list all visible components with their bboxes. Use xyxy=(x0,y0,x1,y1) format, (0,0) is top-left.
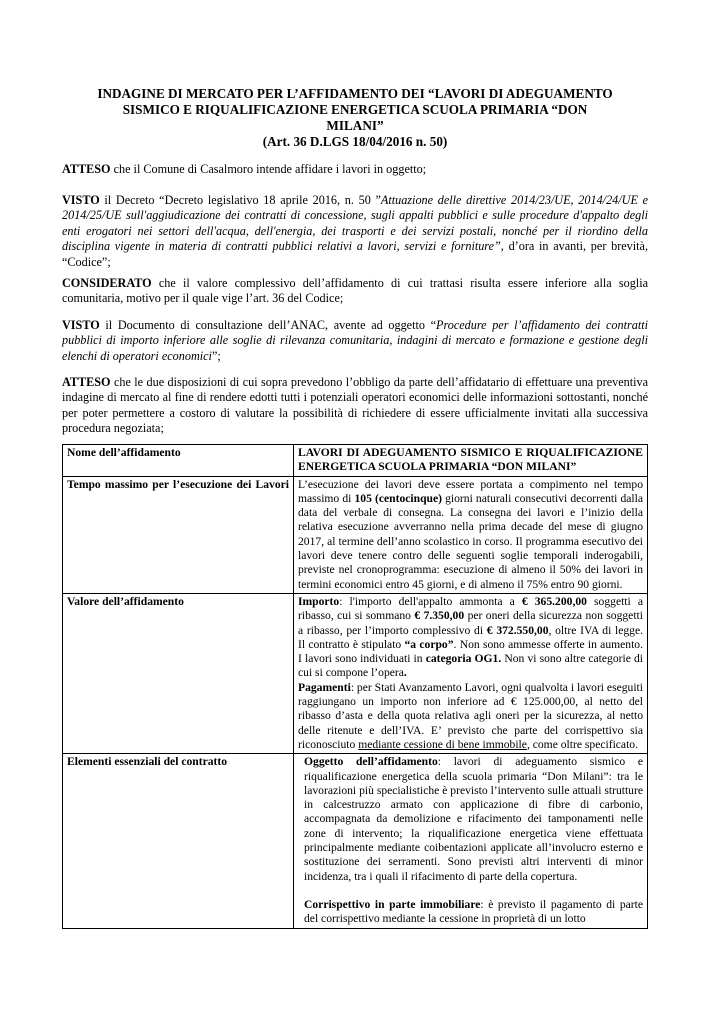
paragraph-lead: CONSIDERATO xyxy=(62,276,152,290)
document-title xyxy=(62,86,648,150)
paragraph-considerato xyxy=(62,276,648,307)
row-value: LAVORI DI ADEGUAMENTO SISMICO E RIQUALIFICAZIONE ENERGETICA SCUOLA PRIMARIA “DON MILANI” xyxy=(294,445,648,477)
title-subline: (Art. 36 D.LGS 18/04/2016 n. 50) xyxy=(262,134,448,149)
paragraph-italic: Attuazione delle direttive 2014/23/UE, 2014/24/UE e 2014/25/UE sull'aggiudicazione dei contratti di concessione, sugli appalti pubblici e sulle procedure d'appalto degli enti erogatori nei settori dell'acqua, dell'energia, dei trasporti e dei servizi postali, nonché per il riordino della disciplina vigente in materia di contratti pubblici relativi a lavori, servizi e forniture” xyxy=(62,193,648,254)
paragraph-visto-2 xyxy=(62,318,648,364)
value-bold: Pagamenti xyxy=(298,680,351,694)
value-bold: Importo xyxy=(298,594,340,608)
amount: € 372.550,00 xyxy=(486,623,549,637)
row-label: Elementi essenziali del contratto xyxy=(63,754,294,928)
value-text: giorni naturali consecutivi decorrenti dalla data del verbale di consegna. La consegna dei lavori e l’inizio della relativa esecuzione avverranno nella prima decade del mese di giugno 2017, al termine dell’anno scolastico in corso. Il programma esecutivo dei lavori deve tenere contro delle seguenti soglie temporali inderogabili, previste nel cronoprogramma: esecuzione di almeno il 50% dei lavori in termini economici entro 45 giorni, e di almeno il 75% entro 90 giorni. xyxy=(298,491,644,591)
paragraph-lead: ATTESO xyxy=(62,162,111,176)
row-label: Nome dell’affidamento xyxy=(63,445,294,477)
title-line: INDAGINE DI MERCATO PER L’AFFIDAMENTO DEI “LAVORI DI ADEGUAMENTO xyxy=(97,86,613,101)
value-text: : è previsto il pagamento di parte del corrispettivo mediante la cessione in proprietà di un lotto xyxy=(304,897,643,926)
value-bold: Corrispettivo in parte immobiliare xyxy=(304,897,481,911)
value-text: per oneri della sicurezza non soggetti a ribasso, per l’importo complessivo di xyxy=(298,609,643,637)
value-bold: . xyxy=(403,666,407,680)
table-row xyxy=(63,754,648,928)
paragraph-atteso-2 xyxy=(62,375,648,437)
value-underlined: mediante cessione di bene immobile xyxy=(358,737,527,751)
table-row xyxy=(63,593,648,753)
value-bold: “a corpo” xyxy=(404,637,454,651)
paragraph-text: il Decreto “Decreto legislativo 18 aprile 2016, n. 50 ” xyxy=(99,193,381,207)
table-row xyxy=(63,445,648,477)
table-row xyxy=(63,476,648,593)
value-bold: categoria OG1. xyxy=(425,652,502,666)
amount: € 7.350,00 xyxy=(414,609,465,623)
row-label: Valore dell’affidamento xyxy=(63,593,294,753)
value-text: Non vi sono altre categorie di cui si compone l’opera xyxy=(298,652,643,680)
value-text: : per Stati Avanzamento Lavori, ogni qualvolta i lavori eseguiti raggiungano un importo non inferiore ad € 125.000,00, al netto del ribasso d’asta e della quota relativa agli oneri per la sicurezza, al netto delle ritenute e dell’IVA. E’ previsto che parte del corrispettivo sia riconosciuto xyxy=(298,680,643,751)
value-text: : lavori di adeguamento sismico e riqualificazione energetica della scuola primaria “Don Milani”: tra le lavorazioni più specialistiche è previsto l’intervento sulle attuali strutture in calcestruzzo armato con applicazione di fibre di carbonio, accompagnata da demolizione e rifacimento dei tamponamenti nelle zone di intervento; la riqualificazione energetica viene effettuata principalmente mediante coibentazioni applicate all’involucro esterno e sostituzione dei serramenti. Sono previsti altri interventi di minor incidenza, tra i quali il rifacimento di parte della copertura. xyxy=(304,755,643,883)
paragraph-lead: VISTO xyxy=(62,318,100,332)
value-bold: 105 (centocinque) xyxy=(354,491,442,505)
value-text: L’esecuzione dei lavori deve essere portata a compimento nel tempo massimo di xyxy=(298,477,643,505)
paragraph-text: che il Comune di Casalmoro intende affidare i lavori in oggetto; xyxy=(110,162,427,176)
paragraph-text: che il valore complessivo dell’affidamento di cui trattasi risulta essere inferiore alla soglia comunitaria, motivo per il quale vige l’art. 36 del Codice; xyxy=(62,276,648,306)
paragraph-lead: ATTESO xyxy=(62,375,111,389)
paragraph-atteso-1 xyxy=(62,162,648,177)
paragraph-visto-1 xyxy=(62,193,648,270)
row-value xyxy=(294,593,648,753)
value-text: : l'importo dell'appalto ammonta a xyxy=(339,594,522,608)
paragraph-lead: VISTO xyxy=(62,193,100,207)
value-text: soggetti a ribasso, cui si sommano xyxy=(298,594,643,623)
info-table xyxy=(62,444,648,929)
value-text: . Non sono ammesse offerte in aumento. I lavori sono individuati in xyxy=(298,637,643,666)
value-text: , come oltre specificato. xyxy=(526,737,638,751)
row-label: Tempo massimo per l’esecuzione dei Lavori xyxy=(63,476,294,593)
value-bold: Oggetto dell’affidamento xyxy=(304,755,438,769)
amount: € 365.200,00 xyxy=(521,594,587,608)
title-line: SISMICO E RIQUALIFICAZIONE ENERGETICA SCUOLA PRIMARIA “DON xyxy=(122,102,588,117)
paragraph-text: , d’ora in avanti, per brevità, “Codice”; xyxy=(62,239,648,269)
title-line: MILANI” xyxy=(326,118,384,133)
paragraph-text: ”; xyxy=(211,348,221,363)
paragraph-text: che le due disposizioni di cui sopra prevedono l’obbligo da parte dell’affidatario di effettuare una preventiva indagine di mercato al fine di rendere edotti tutti i potenziali operatori economici delle informazioni sottostanti, nonché per poter permettere a costoro di valutare la possibilità di richiedere di essere ufficialmente invitati alla successiva procedura negoziata; xyxy=(62,375,648,436)
paragraph-italic: Procedure per l’affidamento dei contratti pubblici di importo inferiore alle soglie di rilevanza comunitaria, indagini di mercato e formazione e gestione degli elenchi di operatori economici xyxy=(62,318,648,363)
row-value xyxy=(294,476,648,593)
value-text: , oltre IVA di legge. Il contratto è stipulato xyxy=(298,623,644,651)
row-value xyxy=(294,754,648,928)
paragraph-text: il Documento di consultazione dell’ANAC, avente ad oggetto “ xyxy=(99,318,437,332)
